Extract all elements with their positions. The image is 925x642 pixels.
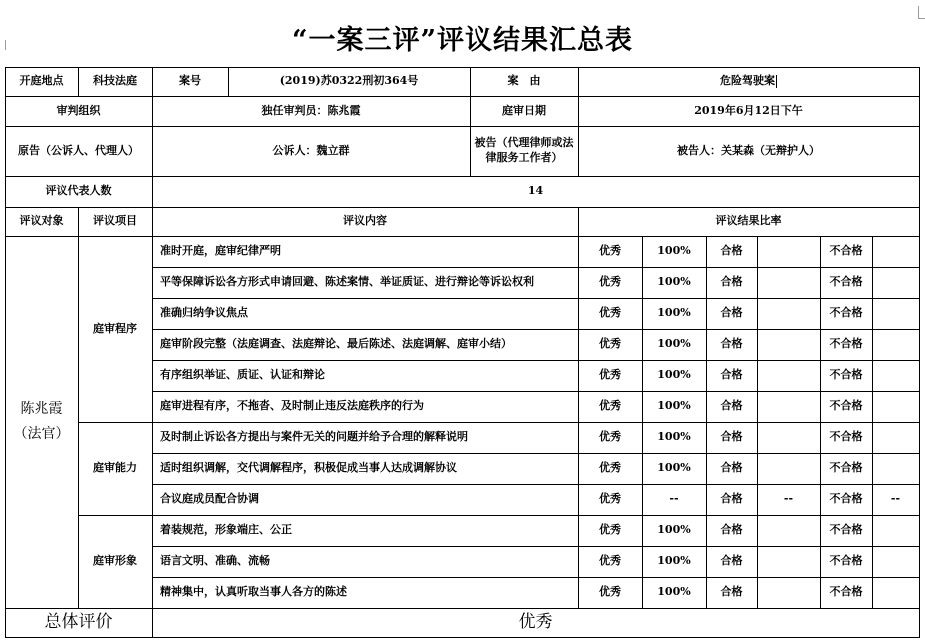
- court-location-label: 开庭地点: [19, 74, 64, 88]
- grade-fail-label: 不合格: [829, 523, 863, 537]
- grade-excellent-value: 100%: [657, 306, 691, 320]
- grade-pass-value: [757, 577, 820, 608]
- grade-fail-value: [872, 577, 919, 608]
- plaintiff-label: 原告（公诉人、代理人）: [18, 143, 139, 157]
- header-ratio: 评议结果比率: [715, 214, 782, 228]
- grade-excellent-label: 优秀: [599, 492, 621, 506]
- grade-fail-label: 不合格: [829, 492, 863, 506]
- case-cause-label: 案 由: [507, 74, 541, 88]
- criterion-text: 平等保障诉讼各方形式申请回避、陈述案情、举证质证、进行辩论等诉讼权利: [160, 275, 534, 289]
- criterion-text: 庭审阶段完整（法庭调查、法庭辩论、最后陈述、法庭调解、庭审小结）: [160, 337, 512, 351]
- grade-excellent-label: 优秀: [599, 399, 621, 413]
- grade-fail-value: [872, 391, 919, 422]
- grade-fail-value: [872, 422, 919, 453]
- grade-pass-label: 合格: [720, 554, 743, 568]
- grade-pass-value: [757, 329, 820, 360]
- grade-pass-value: --: [783, 492, 794, 506]
- defendant-label: 被告（代理律师或法律服务工作者）: [474, 136, 574, 164]
- grade-pass-label: 合格: [720, 461, 743, 475]
- grade-excellent-value: 100%: [657, 585, 691, 599]
- grade-pass-label: 合格: [720, 523, 743, 537]
- grade-excellent-label: 优秀: [599, 554, 621, 568]
- case-no-label: 案号: [179, 74, 201, 88]
- grade-fail-value: --: [890, 492, 901, 506]
- grade-pass-label: 合格: [720, 399, 743, 413]
- criterion-text: 有序组织举证、质证、认证和辩论: [160, 368, 325, 382]
- grade-fail-label: 不合格: [829, 430, 863, 444]
- table-rule: [5, 637, 920, 638]
- grade-fail-label: 不合格: [829, 337, 863, 351]
- text-cursor: [776, 75, 777, 88]
- grade-fail-label: 不合格: [829, 244, 863, 258]
- group-name: 庭审形象: [93, 554, 137, 568]
- grade-fail-label: 不合格: [829, 554, 863, 568]
- overall-value: 优秀: [518, 612, 553, 633]
- grade-excellent-value: --: [669, 492, 679, 506]
- header-item: 评议项目: [93, 214, 137, 228]
- group-name: 庭审程序: [93, 321, 137, 335]
- criterion-text: 准时开庭，庭审纪律严明: [160, 244, 281, 258]
- grade-excellent-label: 优秀: [599, 461, 621, 475]
- grade-pass-value: [757, 391, 820, 422]
- court-location-value: 科技法庭: [93, 74, 137, 88]
- case-cause-value: [578, 67, 919, 96]
- grade-excellent-value: 100%: [657, 461, 691, 475]
- subject-role: （法官）: [13, 426, 70, 442]
- grade-fail-value: [872, 360, 919, 391]
- grade-pass-label: 合格: [720, 337, 743, 351]
- case-cause-text: 危险驾驶案: [720, 74, 775, 88]
- rep-count-label: 评议代表人数: [45, 184, 112, 198]
- grade-fail-label: 不合格: [829, 461, 863, 475]
- grade-fail-label: 不合格: [829, 368, 863, 382]
- page-margin-mark: [0, 40, 6, 50]
- grade-pass-label: 合格: [720, 492, 743, 506]
- criterion-text: 庭审进程有序，不拖沓、及时制止违反法庭秩序的行为: [160, 399, 424, 413]
- plaintiff-value: 公诉人：魏立群: [272, 143, 350, 157]
- grade-fail-value: [872, 515, 919, 546]
- grade-excellent-value: 100%: [657, 430, 691, 444]
- grade-fail-label: 不合格: [829, 275, 863, 289]
- grade-fail-label: 不合格: [829, 399, 863, 413]
- grade-excellent-value: 100%: [657, 554, 691, 568]
- grade-excellent-label: 优秀: [599, 306, 621, 320]
- grade-fail-value: [872, 236, 919, 267]
- page-corner-mark: [918, 6, 925, 19]
- grade-fail-value: [872, 298, 919, 329]
- grade-excellent-value: 100%: [657, 523, 691, 537]
- subject-cell: [5, 236, 78, 608]
- header-content: 评议内容: [343, 214, 387, 228]
- table-rule: [919, 67, 920, 638]
- grade-excellent-value: 100%: [657, 275, 691, 289]
- criterion-text: 准确归纳争议焦点: [160, 306, 248, 320]
- grade-excellent-label: 优秀: [599, 275, 621, 289]
- grade-excellent-label: 优秀: [599, 337, 621, 351]
- grade-excellent-label: 优秀: [599, 244, 621, 258]
- subject-name: 陈兆霞: [20, 401, 63, 418]
- grade-pass-value: [757, 267, 820, 298]
- hearing-date-label: 庭审日期: [502, 103, 546, 117]
- criterion-text: 合议庭成员配合协调: [160, 492, 259, 506]
- grade-pass-value: [757, 546, 820, 577]
- grade-fail-value: [872, 453, 919, 484]
- grade-pass-label: 合格: [720, 244, 743, 258]
- grade-pass-label: 合格: [720, 275, 743, 289]
- grade-excellent-value: 100%: [657, 337, 691, 351]
- criterion-text: 语言文明、准确、流畅: [160, 554, 270, 568]
- header-object: 评议对象: [19, 214, 64, 228]
- grade-pass-value: [757, 453, 820, 484]
- grade-pass-value: [757, 422, 820, 453]
- criterion-text: 适时组织调解，交代调解程序，积极促成当事人达成调解协议: [160, 461, 457, 475]
- panel-value: 独任审判员：陈兆霞: [261, 103, 361, 117]
- grade-fail-label: 不合格: [829, 585, 863, 599]
- grade-pass-label: 合格: [720, 430, 743, 444]
- panel-label: 审判组织: [56, 103, 101, 117]
- grade-excellent-value: 100%: [657, 244, 691, 258]
- rep-count-value: 14: [527, 184, 544, 198]
- page-title: “一案三评”评议结果汇总表: [291, 25, 634, 56]
- grade-pass-value: [757, 515, 820, 546]
- grade-pass-value: [757, 298, 820, 329]
- defendant-value: 被告人：关某森（无辩护人）: [677, 143, 820, 157]
- hearing-date-value: 2019年6月12日下午: [694, 103, 803, 117]
- criterion-text: 精神集中，认真听取当事人各方的陈述: [160, 585, 347, 599]
- grade-pass-value: [757, 236, 820, 267]
- grade-excellent-label: 优秀: [599, 523, 621, 537]
- case-no-value: (2019)苏0322刑初364号: [279, 74, 419, 88]
- grade-excellent-value: 100%: [657, 399, 691, 413]
- criterion-text: 及时制止诉讼各方提出与案件无关的问题并给予合理的解释说明: [160, 430, 468, 444]
- grade-pass-label: 合格: [720, 306, 743, 320]
- grade-excellent-value: 100%: [657, 368, 691, 382]
- overall-label: 总体评价: [44, 612, 113, 633]
- grade-pass-value: [757, 360, 820, 391]
- grade-excellent-label: 优秀: [599, 368, 621, 382]
- grade-fail-value: [872, 267, 919, 298]
- grade-pass-label: 合格: [720, 585, 743, 599]
- grade-fail-value: [872, 546, 919, 577]
- grade-excellent-label: 优秀: [599, 430, 621, 444]
- grade-excellent-label: 优秀: [599, 585, 621, 599]
- grade-fail-label: 不合格: [829, 306, 863, 320]
- criterion-text: 着装规范，形象端庄、公正: [160, 523, 292, 537]
- grade-pass-label: 合格: [720, 368, 743, 382]
- group-name: 庭审能力: [93, 461, 137, 475]
- grade-fail-value: [872, 329, 919, 360]
